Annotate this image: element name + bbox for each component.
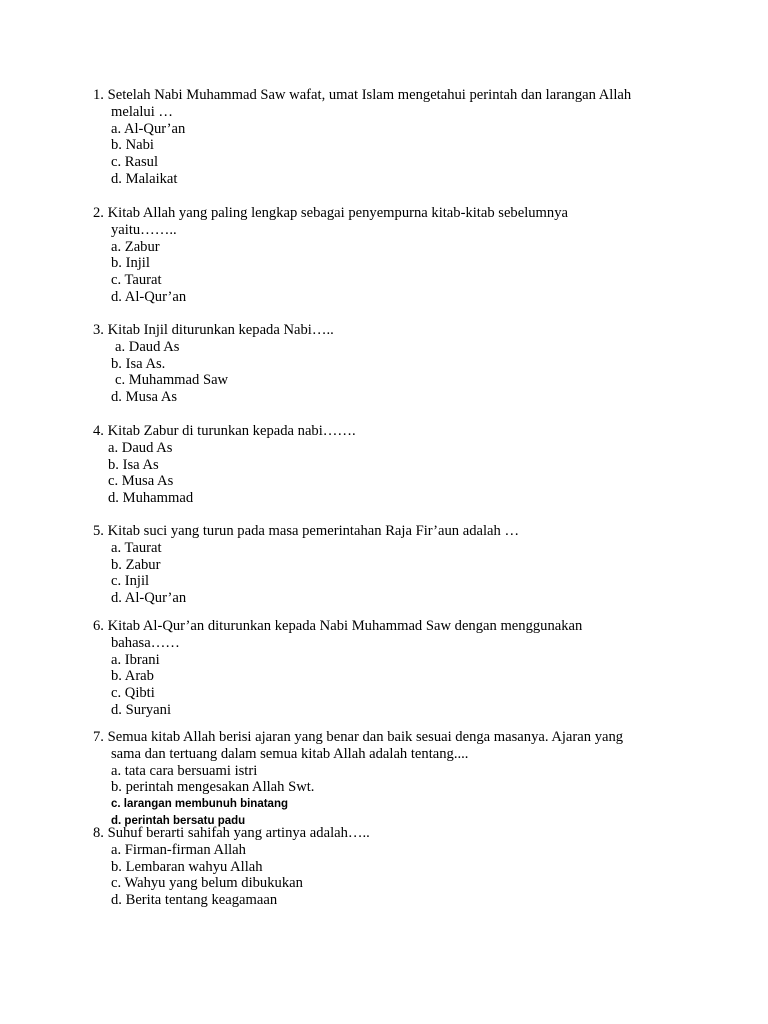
question-stem-continuation: sama dan tertuang dalam semua kitab Allah adalah tentang....	[111, 745, 469, 762]
option-c: c. larangan membunuh binatang	[111, 798, 288, 811]
option-c: c. Wahyu yang belum dibukukan	[111, 875, 303, 892]
option-d: d. Suryani	[111, 701, 171, 718]
option-a: a. Zabur	[111, 238, 160, 255]
question-stem: 7. Semua kitab Allah berisi ajaran yang benar dan baik sesuai denga masanya. Ajaran yang	[93, 729, 624, 745]
option-b: b. Injil	[111, 255, 150, 272]
option-a: a. Ibrani	[111, 651, 160, 668]
question-stem: 4. Kitab Zabur di turunkan kepada nabi…….	[93, 423, 356, 439]
question-6	[93, 618, 693, 719]
option-d: d. Musa As	[111, 389, 178, 406]
question-stem: 6. Kitab Al-Qur’an diturunkan kepada Nabi Muhammad Saw dengan menggunakan	[93, 618, 583, 634]
question-stem: 3. Kitab Injil diturunkan kepada Nabi…..	[93, 322, 334, 338]
question-2	[93, 205, 693, 306]
option-a: a. Daud As	[115, 338, 180, 355]
question-stem: 2. Kitab Allah yang paling lengkap sebagai penyempurna kitab-kitab sebelumnya	[93, 205, 568, 221]
option-b: b. Isa As	[108, 456, 159, 473]
option-b: b. Zabur	[111, 556, 161, 573]
option-d: d. Muhammad	[108, 490, 194, 507]
question-stem-continuation: melalui …	[111, 103, 174, 120]
option-c: c. Taurat	[111, 272, 162, 289]
option-b: b. Isa As.	[111, 355, 166, 372]
option-d: d. Al-Qur’an	[111, 590, 187, 607]
option-c: c. Rasul	[111, 154, 159, 171]
option-d: d. Berita tentang keagamaan	[111, 892, 278, 909]
option-b: b. Arab	[111, 668, 154, 685]
question-stem: 1. Setelah Nabi Muhammad Saw wafat, umat Islam mengetahui perintah dan larangan Allah	[93, 87, 632, 103]
option-c: c. Injil	[111, 573, 150, 590]
option-b: b. Nabi	[111, 137, 154, 154]
option-b: b. Lembaran wahyu Allah	[111, 858, 263, 875]
question-stem: 8. Suhuf berarti sahifah yang artinya adalah…..	[93, 825, 370, 841]
option-b: b. perintah mengesakan Allah Swt.	[111, 779, 315, 796]
question-3	[93, 322, 693, 406]
option-a: a. Daud As	[108, 439, 173, 456]
option-a: a. Firman-firman Allah	[111, 841, 246, 858]
question-stem: 5. Kitab suci yang turun pada masa pemerintahan Raja Fir’aun adalah …	[93, 523, 520, 539]
option-a: a. tata cara bersuami istri	[111, 762, 258, 779]
question-4	[93, 423, 693, 507]
option-c: c. Musa As	[108, 473, 174, 490]
question-5	[93, 523, 693, 607]
option-a: a. Al-Qur’an	[111, 120, 186, 137]
option-c: c. Muhammad Saw	[115, 372, 229, 389]
option-d: d. Al-Qur’an	[111, 288, 187, 305]
question-stem-continuation: yaitu……..	[111, 221, 177, 238]
option-c: c. Qibti	[111, 685, 155, 702]
option-d: d. perintah bersatu padu	[111, 814, 246, 827]
question-8	[93, 825, 693, 909]
question-7	[93, 729, 693, 830]
option-d: d. Malaikat	[111, 170, 178, 187]
question-1	[93, 87, 693, 188]
option-a: a. Taurat	[111, 539, 162, 556]
question-stem-continuation: bahasa……	[111, 634, 180, 651]
